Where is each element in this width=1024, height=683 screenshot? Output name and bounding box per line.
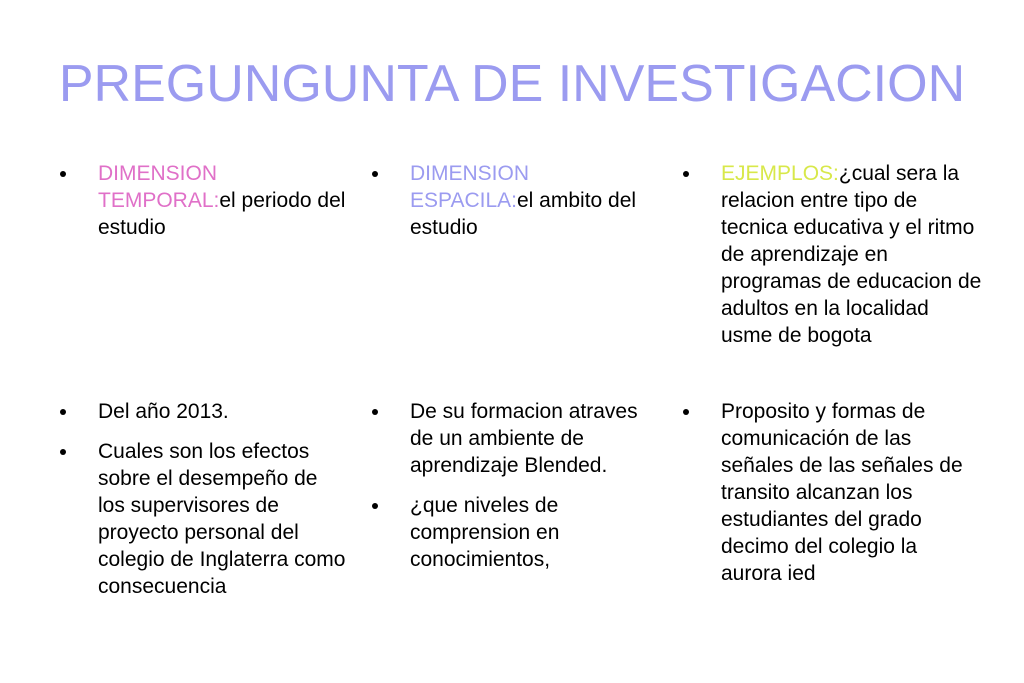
list-item [372,492,652,573]
page-title: PREGUNGUNTA DE INVESTIGACION [58,55,966,113]
bullet-icon [372,171,378,177]
bullet-icon [372,503,378,509]
column-espacial [372,160,652,241]
list-item [372,160,652,241]
item-text: el ambito del estudio [410,189,637,239]
item-text: Proposito y formas de comunicación de las señales de las señales de transito alcanzan los estudiantes del grado decimo del colegio la aurora ied [721,400,963,585]
item-text: Cuales son los efectos sobre el desempeño de los supervisores de proyecto personal del colegio de Inglaterra como consecuencia [98,440,346,598]
bullet-icon [683,409,689,415]
column-temporal-details [60,398,350,600]
bullet-icon [60,449,66,455]
list-item [60,438,350,600]
list-item [372,398,652,479]
column-ejemplos [683,160,983,349]
item-label: EJEMPLOS: [721,162,839,185]
item-text: ¿cual sera la relacion entre tipo de tecnica educativa y el ritmo de aprendizaje en programas de educacion de adultos en la localidad usme de bogota [721,162,982,347]
column-ejemplos-details [683,398,983,587]
bullet-icon [683,171,689,177]
column-espacial-details [372,398,652,573]
item-text: el periodo del estudio [98,189,346,239]
bullet-icon [372,409,378,415]
bullet-icon [60,171,66,177]
list-item [60,160,350,241]
list-item [683,160,983,349]
item-text: ¿que niveles de comprension en conocimientos, [410,494,560,571]
list-item [60,398,350,425]
item-text: De su formacion atraves de un ambiente de aprendizaje Blended. [410,400,638,477]
bullet-icon [60,409,66,415]
item-text: Del año 2013. [98,400,229,423]
list-item [683,398,983,587]
column-temporal [60,160,350,241]
item-label: DIMENSION TEMPORAL: [98,162,220,212]
item-label: DIMENSION ESPACILA: [410,162,530,212]
